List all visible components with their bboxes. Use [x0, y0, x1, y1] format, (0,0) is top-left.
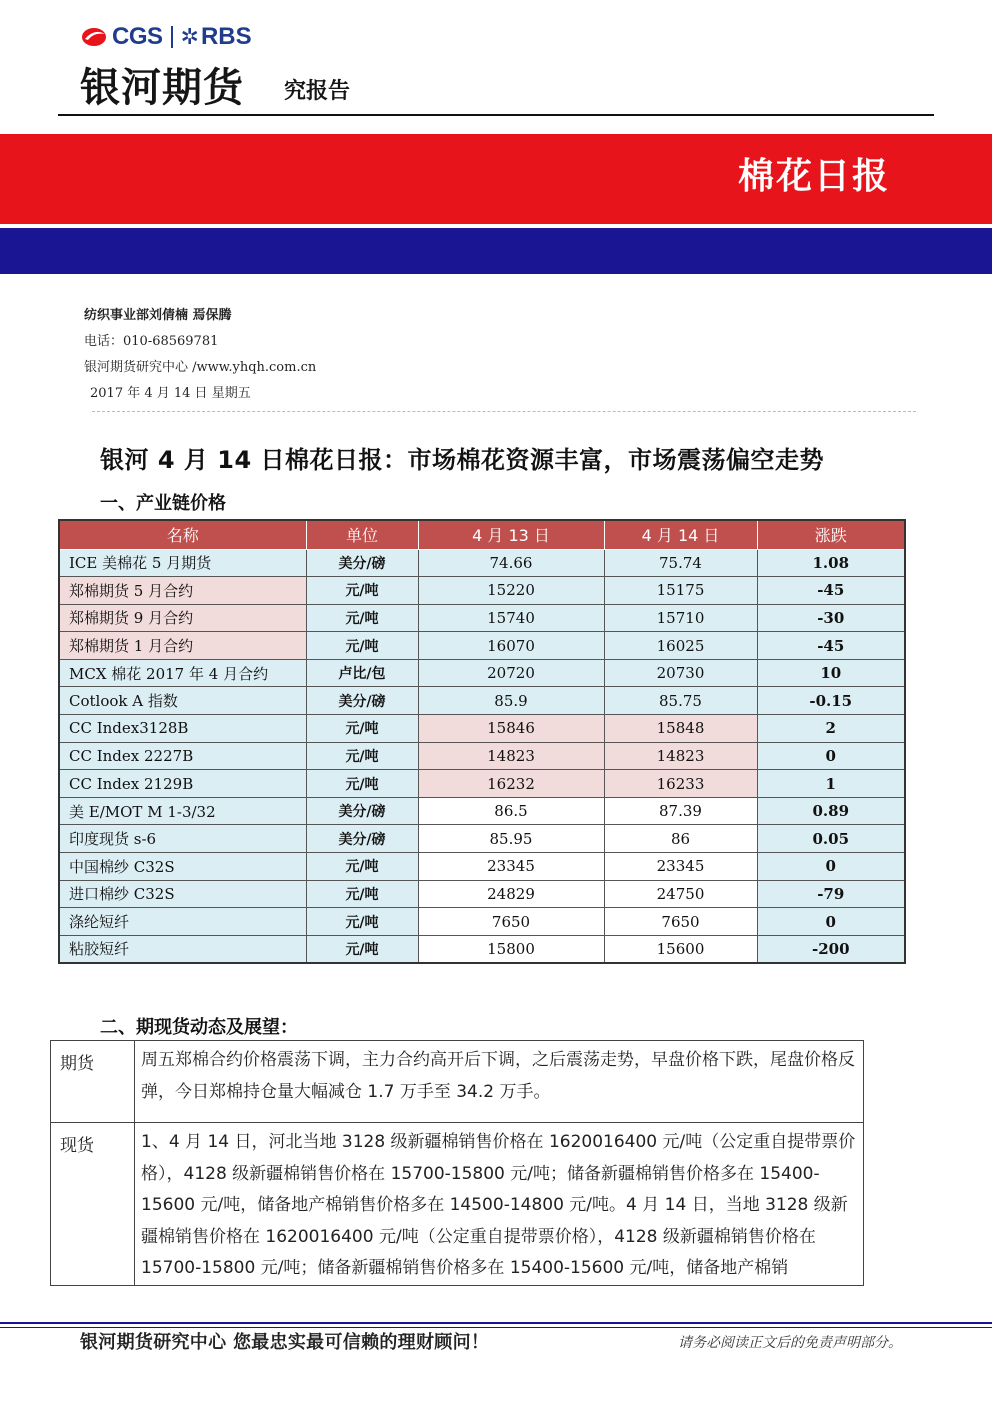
report-date: 2017 年 4 月 14 日 星期五: [90, 386, 251, 401]
banner-blue: [0, 228, 992, 274]
brand-name: 银河期货: [80, 65, 244, 111]
cell-chg: 0: [757, 742, 905, 770]
cell-unit: 元/吨: [306, 935, 418, 963]
cell-chg: -30: [757, 604, 905, 632]
outlook-table: [50, 1040, 864, 1286]
cell-unit: 元/吨: [306, 604, 418, 632]
col-change: 涨跌: [757, 520, 905, 549]
cell-name: 郑棉期货 1 月合约: [59, 632, 306, 660]
table-row: [59, 770, 905, 798]
rbs-mark-icon: ✲: [180, 24, 199, 50]
cell-unit: 美分/磅: [306, 549, 418, 577]
cell-d14: 14823: [604, 742, 757, 770]
cell-chg: 1: [757, 770, 905, 798]
table-row: [59, 825, 905, 853]
cell-chg: 0.05: [757, 825, 905, 853]
outlook-label: 期货: [51, 1041, 135, 1123]
table-row: [59, 908, 905, 936]
cell-chg: 2: [757, 715, 905, 743]
cell-unit: 元/吨: [306, 715, 418, 743]
table-row: [59, 715, 905, 743]
cell-name: ICE 美棉花 5 月期货: [59, 549, 306, 577]
cell-name: 中国棉纱 C32S: [59, 853, 306, 881]
cell-name: CC Index3128B: [59, 715, 306, 743]
cell-d13: 15800: [418, 935, 604, 963]
footer-disclaimer: 请务必阅读正文后的免责声明部分。: [678, 1335, 902, 1351]
brand-subtitle: 究报告: [284, 79, 351, 104]
cell-d13: 74.66: [418, 549, 604, 577]
cell-d14: 85.75: [604, 687, 757, 715]
cell-chg: 1.08: [757, 549, 905, 577]
footer-rule: [0, 1322, 992, 1324]
cgs-rbs-logo: [80, 22, 252, 52]
cell-d13: 85.9: [418, 687, 604, 715]
table-row: [59, 632, 905, 660]
cell-d14: 15710: [604, 604, 757, 632]
section2-heading: 二、期现货动态及展望：: [100, 1017, 298, 1038]
cell-d14: 15600: [604, 935, 757, 963]
author-dept: 纺织事业部刘倩楠 焉保腾: [84, 308, 232, 323]
table-row: [59, 742, 905, 770]
cell-name: 印度现货 s-6: [59, 825, 306, 853]
cell-chg: -200: [757, 935, 905, 963]
author-phone: 电话：010-68569781: [84, 334, 219, 349]
cell-d14: 86: [604, 825, 757, 853]
col-apr13: 4 月 13 日: [418, 520, 604, 549]
cell-chg: -0.15: [757, 687, 905, 715]
cell-name: 粘胶短纤: [59, 935, 306, 963]
cell-d13: 15740: [418, 604, 604, 632]
cell-d14: 24750: [604, 880, 757, 908]
cell-d13: 16070: [418, 632, 604, 660]
cell-name: CC Index 2227B: [59, 742, 306, 770]
cell-chg: 0.89: [757, 797, 905, 825]
cell-d13: 23345: [418, 853, 604, 881]
cell-d13: 16232: [418, 770, 604, 798]
table-row: [59, 687, 905, 715]
outlook-label: 现货: [51, 1123, 135, 1286]
col-name: 名称: [59, 520, 306, 549]
col-unit: 单位: [306, 520, 418, 549]
logo-divider: [171, 26, 173, 48]
banner-title: 棉花日报: [737, 156, 890, 197]
cell-d13: 15846: [418, 715, 604, 743]
cell-name: MCX 棉花 2017 年 4 月合约: [59, 659, 306, 687]
cell-d14: 16025: [604, 632, 757, 660]
cell-d13: 15220: [418, 577, 604, 605]
cell-chg: -45: [757, 632, 905, 660]
cell-d13: 24829: [418, 880, 604, 908]
cell-chg: -45: [757, 577, 905, 605]
section1-heading: 一、产业链价格: [100, 493, 226, 514]
col-apr14: 4 月 14 日: [604, 520, 757, 549]
table-row: [59, 880, 905, 908]
cell-unit: 元/吨: [306, 577, 418, 605]
table-row: [59, 549, 905, 577]
cell-name: 进口棉纱 C32S: [59, 880, 306, 908]
table-row: [59, 604, 905, 632]
cell-unit: 元/吨: [306, 908, 418, 936]
cell-d13: 85.95: [418, 825, 604, 853]
logo-cgs-text: CGS: [112, 23, 163, 50]
cell-name: 郑棉期货 5 月合约: [59, 577, 306, 605]
cell-name: 郑棉期货 9 月合约: [59, 604, 306, 632]
cell-d14: 15175: [604, 577, 757, 605]
table-row: [59, 853, 905, 881]
cell-unit: 元/吨: [306, 880, 418, 908]
cell-chg: 0: [757, 908, 905, 936]
cell-unit: 元/吨: [306, 853, 418, 881]
table-row: [59, 659, 905, 687]
cell-d14: 16233: [604, 770, 757, 798]
price-table: [58, 519, 906, 964]
cell-name: Cotlook A 指数: [59, 687, 306, 715]
author-site: 银河期货研究中心 /www.yhqh.com.cn: [84, 360, 317, 375]
outlook-text: 周五郑棉合约价格震荡下调，主力合约高开后下调，之后震荡走势，早盘价格下跌，尾盘价格反弹，今日郑棉持仓量大幅减仓 1.7 万手至 34.2 万手。: [135, 1041, 864, 1123]
cell-unit: 元/吨: [306, 632, 418, 660]
cell-name: 美 E/MOT M 1-3/32: [59, 797, 306, 825]
cell-d14: 23345: [604, 853, 757, 881]
cell-chg: -79: [757, 880, 905, 908]
table-row: [59, 797, 905, 825]
cell-unit: 卢比/包: [306, 659, 418, 687]
price-table-header: [59, 520, 905, 549]
cell-d13: 7650: [418, 908, 604, 936]
cell-chg: 0: [757, 853, 905, 881]
cell-unit: 元/吨: [306, 770, 418, 798]
header-rule: [58, 114, 934, 116]
cgs-swirl-icon: [80, 26, 108, 48]
outlook-row-spot: [51, 1123, 864, 1286]
table-row: [59, 577, 905, 605]
outlook-row-futures: [51, 1041, 864, 1123]
cell-d14: 87.39: [604, 797, 757, 825]
cell-d14: 75.74: [604, 549, 757, 577]
cell-name: 涤纶短纤: [59, 908, 306, 936]
cell-chg: 10: [757, 659, 905, 687]
cell-unit: 元/吨: [306, 742, 418, 770]
cell-d14: 20730: [604, 659, 757, 687]
cell-d13: 86.5: [418, 797, 604, 825]
dashed-divider: [92, 411, 916, 412]
document-title: 银河 4 月 14 日棉花日报：市场棉花资源丰富，市场震荡偏空走势: [100, 446, 825, 474]
table-row: [59, 935, 905, 963]
cell-unit: 美分/磅: [306, 825, 418, 853]
cell-d13: 14823: [418, 742, 604, 770]
cell-d14: 15848: [604, 715, 757, 743]
logo-rbs-text: RBS: [200, 23, 252, 50]
cell-name: CC Index 2129B: [59, 770, 306, 798]
outlook-text: 1、4 月 14 日，河北当地 3128 级新疆棉销售价格在 1620016400 元/吨（公定重自提带票价格），4128 级新疆棉销售价格在 15700-15800 元/吨；储备新疆棉销售价格多在 15400-15600 元/吨，储备地产棉销售价格多在 14500-14800 元/吨。4 月 14 日，当地 3128 级新疆棉销售价格在 1620016400 元/吨（公定重自提带票价格），4128 级新疆棉销售价格在 15700-15800 元/吨；储备新疆棉销售价格多在 15400-15600 元/吨，储备地产棉销: [135, 1123, 864, 1286]
cell-unit: 美分/磅: [306, 687, 418, 715]
footer-slogan: 银河期货研究中心 您最忠实最可信赖的理财顾问！: [80, 1332, 490, 1353]
cell-d13: 20720: [418, 659, 604, 687]
cell-d14: 7650: [604, 908, 757, 936]
cell-unit: 美分/磅: [306, 797, 418, 825]
